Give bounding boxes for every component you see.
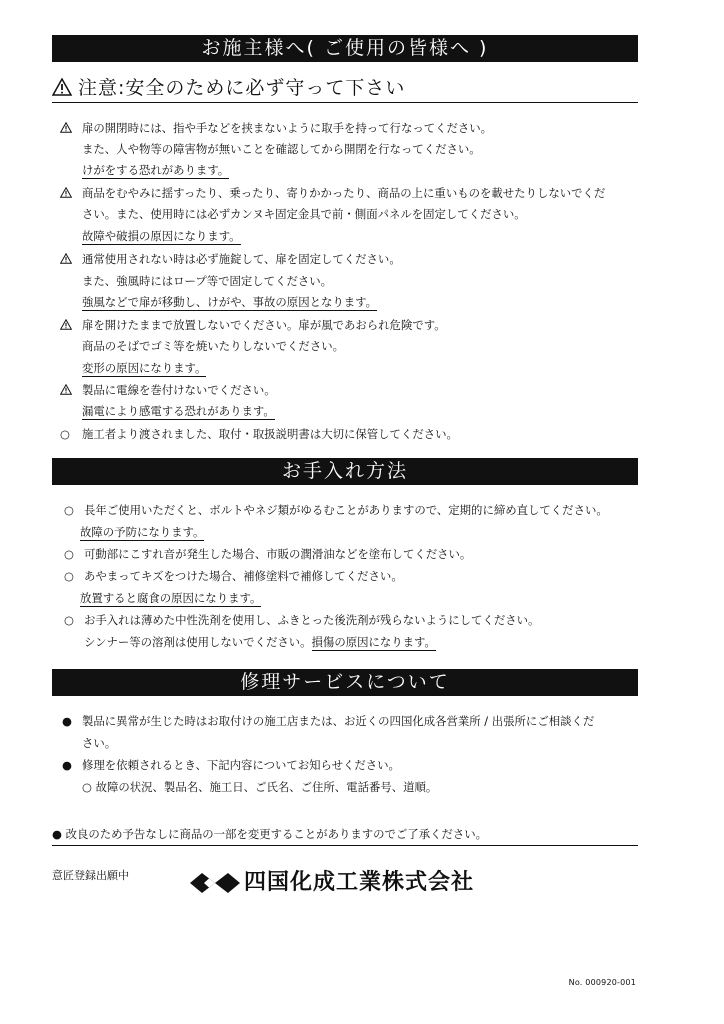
caution-item-3-line-1: 通常使用されない時は必ず施錠して、扉を固定してください。: [60, 251, 660, 267]
caution-item-1-line-2: また、人や物等の障害物が無いことを確認してから開閉を行なってください。: [82, 142, 481, 156]
circle-marker: ○: [64, 613, 74, 627]
warning-text: 故障の予防になります。: [80, 525, 205, 539]
company-logo: [190, 868, 474, 898]
care-item-4-line-1: ○ お手入れは薄めた中性洗剤を使用し、ふきとった後洗剤が残らないようにしてください。: [64, 613, 540, 627]
repair-item-1-line-1: ● 製品に異常が生じた時はお取付けの施工店または、お近くの四国化成各営業所 / 出張所にご相談くだ: [62, 714, 595, 728]
caution-item-1-warning: [60, 162, 660, 178]
caution-heading: [52, 74, 638, 103]
warning-text: 損傷の原因になります。: [311, 635, 436, 649]
caution-item-3-line-2: また、強風時にはロープ等で固定してください。: [82, 274, 333, 288]
change-notice: ● 改良のため予告なしに商品の一部を変更することがありますのでご了承ください。: [52, 827, 488, 841]
header-title: お施主様へ( ご使用の皆様へ ): [201, 37, 489, 59]
care-title-bar: [52, 458, 638, 485]
warning-text: 放置すると腐食の原因になります。: [80, 591, 262, 605]
warning-text: 変形の原因になります。: [82, 361, 207, 375]
repair-item-2-line-1: ● 修理を依頼されるとき、下記内容についてお知らせください。: [62, 758, 400, 772]
bullet-marker: ●: [62, 714, 72, 728]
care-title: お手入れ方法: [281, 460, 408, 482]
warning-triangle-icon: [60, 185, 82, 201]
bullet-marker: ●: [62, 758, 72, 772]
caution-item-4-line-2: 商品のそばでゴミ等を焼いたりしないでください。: [82, 339, 344, 353]
care-item-1-warning: [64, 524, 664, 540]
document-number: No. 000920-001: [568, 978, 636, 987]
design-registration-note: 意匠登録出願中: [52, 869, 129, 882]
notice-divider: [52, 845, 638, 846]
warning-text: 故障や破損の原因になります。: [82, 229, 241, 243]
bullet-marker: ●: [52, 827, 62, 841]
company-logo-mark-icon: [190, 871, 240, 895]
warning-triangle-icon: [60, 120, 82, 136]
warning-text: 漏電により感電する恐れがあります。: [82, 404, 275, 418]
repair-item-2-sub: ○ 故障の状況、製品名、施工日、ご氏名、ご住所、電話番号、道順。: [82, 780, 438, 794]
warning-triangle-icon: [52, 78, 72, 96]
caution-item-2-line-1: 商品をむやみに揺すったり、乗ったり、寄りかかったり、商品の上に重いものを載せたりしないでくだ: [60, 185, 660, 201]
caution-item-2-warning: [60, 228, 660, 244]
header-title-bar: [52, 35, 638, 62]
warning-triangle-icon: [60, 317, 82, 333]
care-item-2-line-1: ○ 可動部にこすれ音が発生した場合、市販の潤滑油などを塗布してください。: [64, 547, 472, 561]
repair-title-bar: [52, 669, 638, 696]
repair-item-1-line-2: さい。: [82, 736, 117, 750]
circle-marker: ○: [64, 569, 74, 583]
care-item-1-line-1: ○ 長年ご使用いただくと、ボルトやネジ類がゆるむことがありますので、定期的に締め直してください。: [64, 503, 608, 517]
circle-marker: ○: [64, 547, 74, 561]
warning-text: 強風などで扉が移動し、けがや、事故の原因となります。: [82, 295, 378, 309]
circle-marker: ○: [60, 427, 70, 441]
caution-item-5-warning: [60, 403, 660, 419]
circle-marker: ○: [64, 503, 74, 517]
caution-item-4-warning: [60, 360, 660, 376]
care-item-4-line-2: シンナー等の溶剤は使用しないでください。損傷の原因になります。: [84, 635, 436, 649]
caution-item-3-warning: [60, 294, 660, 310]
warning-triangle-icon: [60, 251, 82, 267]
company-name: 四国化成工業株式会社: [244, 870, 475, 895]
caution-item-6-line-1: ○ 施工者より渡されました、取付・取扱説明書は大切に保管してください。: [60, 427, 458, 441]
care-item-3-warning: [64, 590, 664, 606]
caution-item-1-line-1: 扉の開閉時には、指や手などを挟まないように取手を持って行なってください。: [60, 120, 660, 136]
caution-item-2-line-2: さい。また、使用時には必ずカンヌキ固定金具で前・側面パネルを固定してください。: [82, 207, 526, 221]
warning-text: けがをする恐れがあります。: [82, 163, 230, 177]
care-item-3-line-1: ○ あやまってキズをつけた場合、補修塗料で補修してください。: [64, 569, 403, 583]
repair-title: 修理サービスについて: [240, 671, 450, 693]
caution-item-4-line-1: 扉を開けたままで放置しないでください。扉が風であおられ危険です。: [60, 317, 660, 333]
circle-marker: ○: [82, 780, 92, 794]
warning-triangle-icon: [60, 382, 82, 398]
caution-title: 注意:安全のために必ず守って下さい: [78, 77, 406, 99]
caution-item-5-line-1: 製品に電線を巻付けないでください。: [60, 382, 660, 398]
